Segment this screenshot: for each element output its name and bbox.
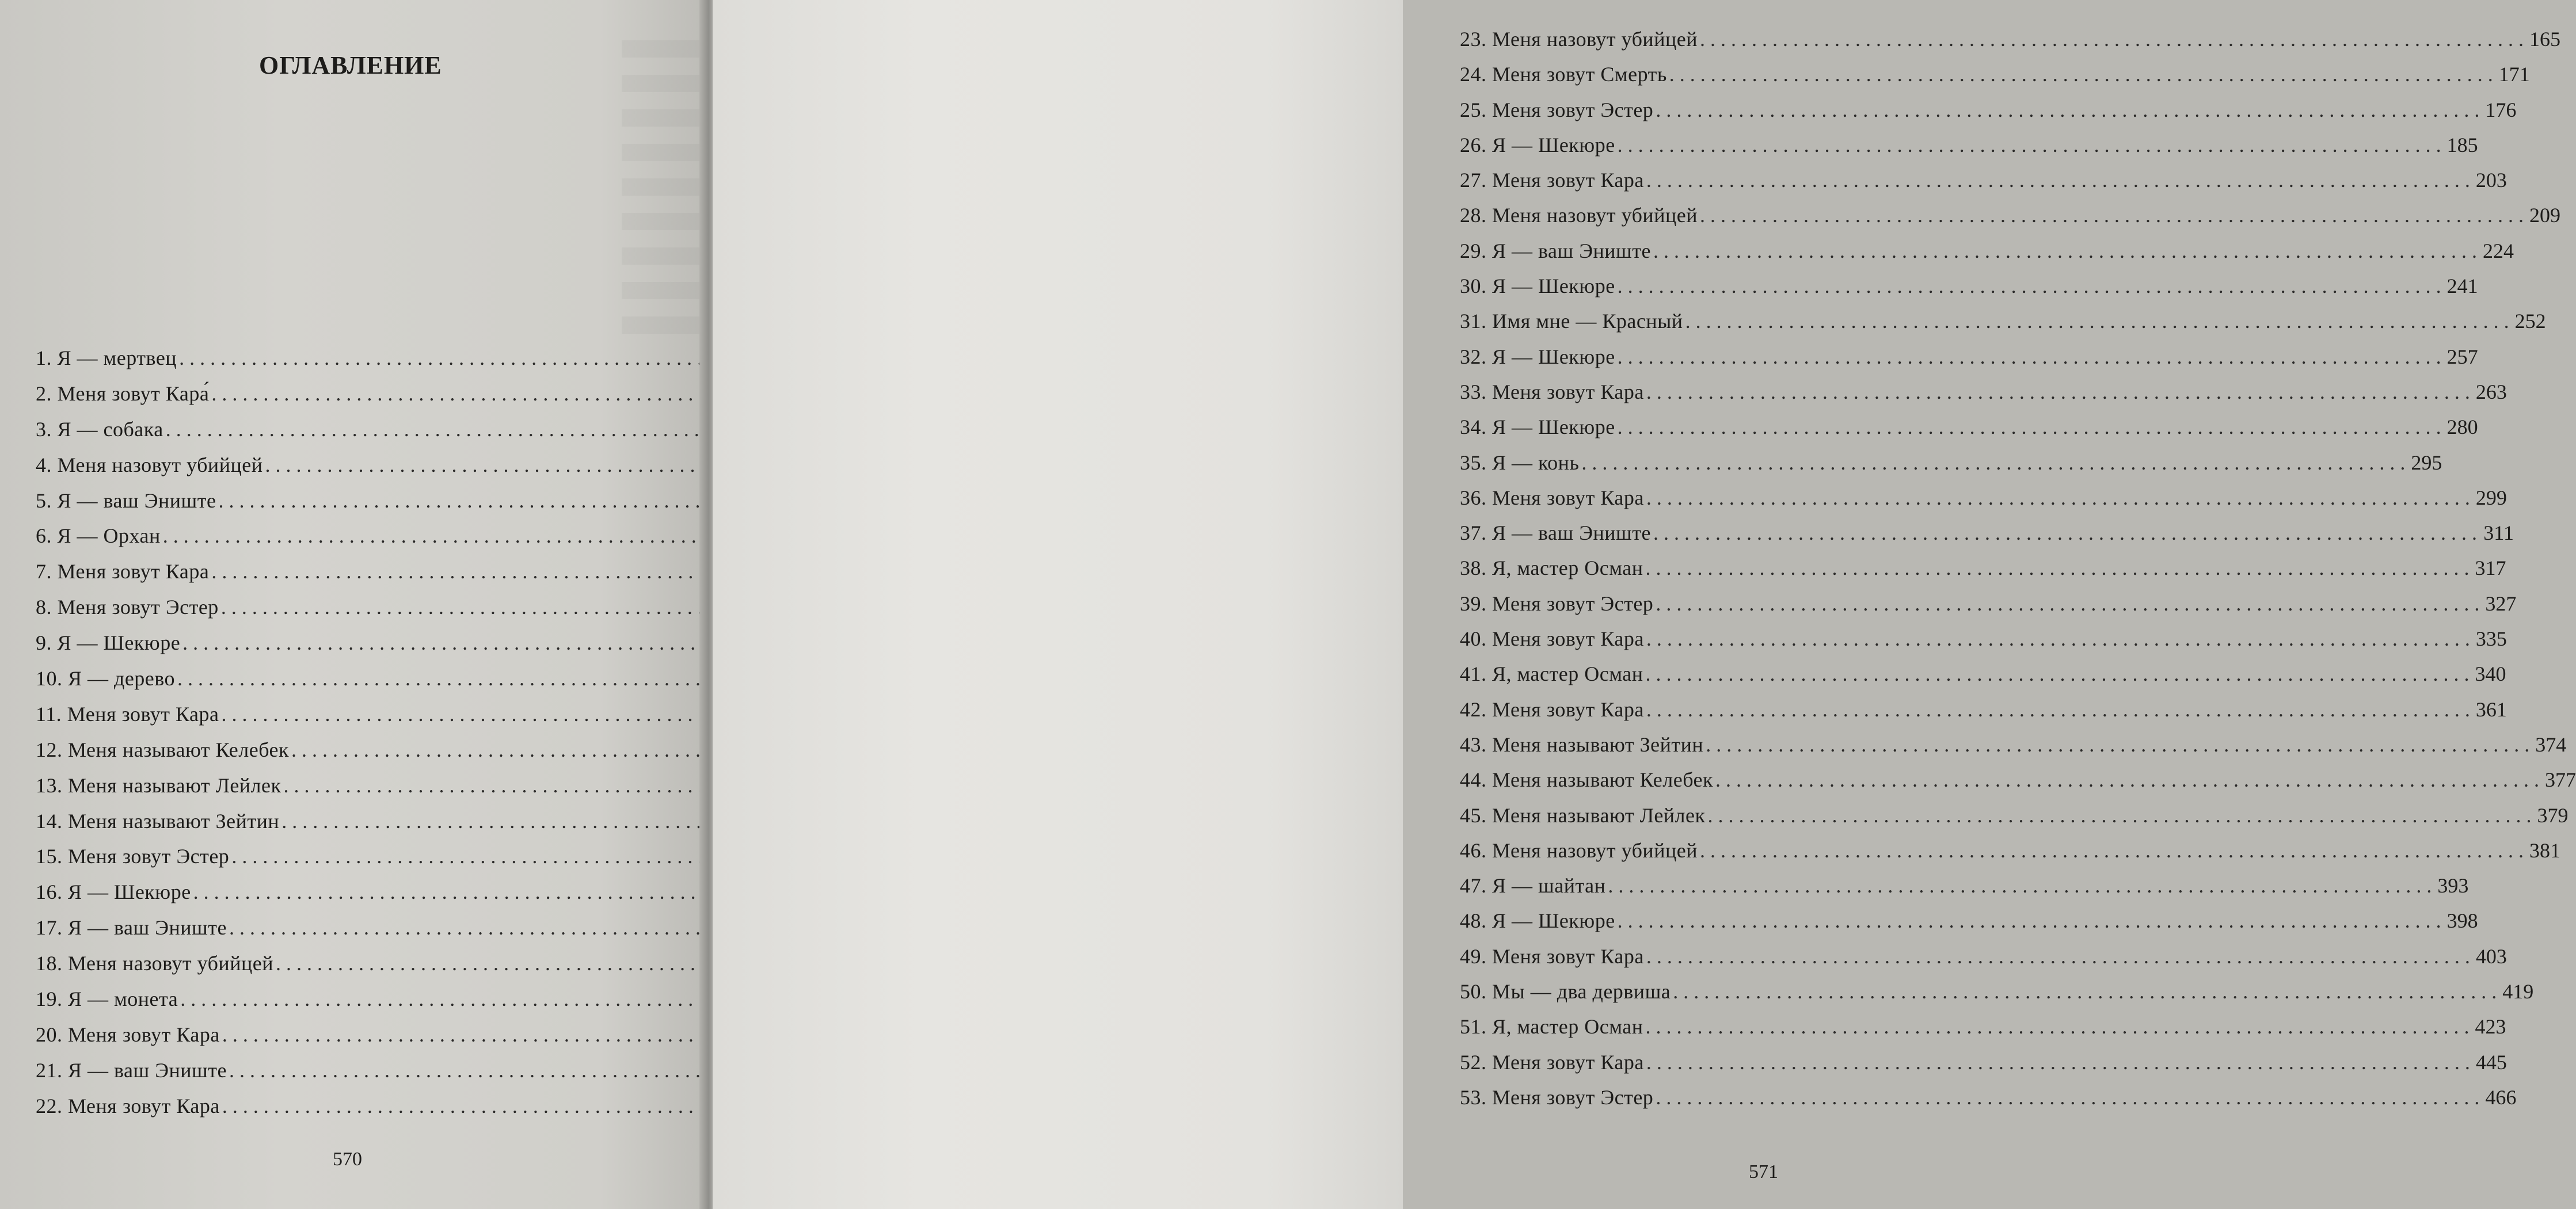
right-page [713, 0, 2576, 1209]
toc-entry-page: 445 [2475, 1050, 2507, 1074]
toc-entry-title: 16. Я — Шекюре [36, 880, 191, 904]
toc-entry [36, 419, 657, 455]
toc-entry-title: 50. Мы — два дервиша [1460, 980, 1671, 1004]
dot-leader [1646, 1052, 2470, 1073]
toc-entry-title: 25. Меня зовут Эстер [1460, 98, 1654, 121]
toc-entry [1460, 556, 2506, 593]
dot-leader [1685, 311, 2509, 331]
toc-entry-title: 41. Я, мастер Осман [1460, 662, 1643, 686]
toc-entry-title: 42. Меня зовут Кара [1460, 697, 1644, 721]
toc-entry-page: 257 [2446, 345, 2478, 368]
dot-leader [1715, 769, 2539, 790]
toc-entry-title: 45. Меня называют Лейлек [1460, 803, 1706, 827]
dot-leader [1653, 241, 2477, 261]
dot-leader [1646, 382, 2470, 402]
toc-entry [1460, 1050, 2507, 1087]
toc-entry-title: 8. Меня зовут Эстер [36, 596, 219, 619]
toc-entry [1460, 310, 2546, 346]
toc-entry-title: 40. Меня зовут Кара [1460, 627, 1644, 651]
toc-entry-title: 49. Меня зовут Кара [1460, 944, 1644, 968]
toc-entry-page: 171 [2498, 63, 2530, 86]
page-number-left: 570 [333, 1149, 362, 1170]
toc-entry [36, 525, 657, 561]
toc-entry-title: 52. Меня зовут Кара [1460, 1050, 1644, 1074]
toc-entry [36, 846, 657, 882]
toc-entry-page: 381 [2529, 838, 2560, 862]
toc-entry-page: 403 [2475, 944, 2507, 968]
toc-entry [36, 561, 657, 597]
dot-leader [1645, 558, 2469, 578]
toc-entry-title: 28. Меня назовут убийцей [1460, 204, 1698, 227]
toc-entry-page: 311 [2483, 521, 2514, 545]
dot-leader [1656, 1087, 2479, 1108]
dot-leader [1700, 840, 2524, 861]
dot-leader [1581, 452, 2405, 473]
dot-leader [1618, 417, 2441, 437]
toc-entry [1460, 415, 2478, 452]
dot-leader [1618, 135, 2441, 155]
toc-entry [36, 1096, 657, 1131]
toc-entry-page: 327 [2485, 592, 2517, 615]
toc-entry-title: 27. Меня зовут Кара [1460, 169, 1644, 192]
toc-entry [1460, 733, 2567, 769]
table-of-contents-right [1460, 28, 2576, 1122]
dot-leader [1618, 910, 2441, 931]
toc-entry [36, 383, 657, 419]
dot-leader [1673, 981, 2497, 1002]
toc-entry [1460, 909, 2478, 945]
toc-entry-page: 299 [2475, 486, 2507, 509]
toc-entry-title: 34. Я — Шекюре [1460, 415, 1615, 439]
toc-entry [1460, 944, 2507, 981]
toc-entry-title: 17. Я — ваш Эниште [36, 916, 227, 940]
toc-entry-title: 23. Меня назовут убийцей [1460, 28, 1698, 51]
toc-entry [1460, 63, 2530, 99]
toc-entry-page: 379 [2537, 803, 2569, 827]
toc-entry [36, 882, 657, 917]
toc-entry [36, 1060, 657, 1096]
toc-entry [1460, 803, 2569, 840]
toc-entry-title: 7. Меня зовут Кара [36, 560, 210, 583]
toc-entry-title: 10. Я — дерево [36, 667, 176, 691]
toc-entry-page: 466 [2485, 1085, 2517, 1109]
toc-entry-title: 24. Меня зовут Смерть [1460, 63, 1667, 86]
toc-entry-title: 2. Меня зовут Кара́ [36, 382, 210, 405]
toc-entry [36, 917, 657, 953]
toc-entry-page: 185 [2446, 133, 2478, 157]
toc-entry [36, 775, 657, 811]
toc-entry-title: 14. Меня называют Зейтин [36, 809, 280, 833]
toc-entry-title: 47. Я — шайтан [1460, 874, 1606, 898]
toc-entry [1460, 1085, 2517, 1122]
toc-entry-title: 5. Я — ваш Эниште [36, 489, 216, 512]
toc-entry [1460, 874, 2469, 910]
toc-entry-title: 26. Я — Шекюре [1460, 133, 1615, 157]
toc-entry-title: 43. Меня называют Зейтин [1460, 733, 1704, 756]
toc-entry-page: 361 [2475, 697, 2507, 721]
toc-entry [36, 348, 657, 383]
toc-entry [36, 811, 657, 846]
toc-entry [1460, 521, 2514, 558]
dot-leader [1608, 875, 2432, 896]
toc-entry-title: 1. Я — мертвец [36, 346, 177, 369]
toc-entry [36, 953, 657, 989]
dot-leader [1653, 522, 2477, 543]
toc-entry [1460, 592, 2517, 628]
toc-entry-title: 35. Я — конь [1460, 451, 1580, 474]
toc-entry-title: 46. Меня назовут убийцей [1460, 838, 1698, 862]
table-of-contents-left [36, 348, 657, 1131]
toc-entry-title: 32. Я — Шекюре [1460, 345, 1615, 368]
toc-entry [1460, 28, 2560, 64]
toc-entry-title: 15. Меня зовут Эстер [36, 845, 230, 868]
dot-leader [1646, 170, 2470, 190]
dot-leader [1646, 946, 2470, 967]
toc-entry [1460, 486, 2507, 522]
toc-entry-title: 39. Меня зовут Эстер [1460, 592, 1654, 615]
toc-entry-page: 203 [2475, 169, 2507, 192]
page-number-right: 571 [1749, 1161, 1778, 1183]
toc-entry-title: 53. Меня зовут Эстер [1460, 1085, 1654, 1109]
toc-entry [36, 490, 657, 526]
dot-leader [1669, 64, 2493, 85]
toc-entry [1460, 380, 2507, 417]
toc-entry-title: 22. Меня зовут Кара [36, 1094, 220, 1118]
toc-entry-page: 209 [2529, 204, 2560, 227]
dot-leader [1656, 100, 2479, 120]
toc-entry-page: 165 [2529, 28, 2560, 51]
toc-entry [36, 632, 657, 668]
toc-entry-page: 374 [2535, 733, 2567, 756]
toc-entry [36, 704, 657, 739]
toc-entry-title: 11. Меня зовут Кара [36, 702, 219, 726]
toc-entry [1460, 1015, 2506, 1051]
toc-entry-title: 3. Я — собака [36, 417, 163, 441]
toc-entry-title: 29. Я — ваш Эниште [1460, 239, 1651, 262]
toc-entry-title: 20. Меня зовут Кара [36, 1023, 220, 1046]
toc-entry-title: 19. Я — монета [36, 987, 178, 1011]
toc-entry-title: 33. Меня зовут Кара [1460, 380, 1644, 403]
toc-entry-title: 9. Я — Шекюре [36, 631, 181, 655]
left-page [0, 0, 705, 1209]
toc-entry [1460, 980, 2534, 1016]
toc-entry [1460, 451, 2442, 487]
toc-entry [36, 668, 657, 704]
toc-entry-title: 48. Я — Шекюре [1460, 909, 1615, 933]
toc-entry [36, 455, 657, 490]
toc-entry-title: 30. Я — Шекюре [1460, 274, 1615, 298]
dot-leader [1618, 346, 2441, 367]
toc-entry-title: 12. Меня называют Келебек [36, 738, 290, 761]
toc-entry [1460, 169, 2507, 205]
toc-entry-title: 21. Я — ваш Эниште [36, 1058, 227, 1082]
toc-entry [1460, 662, 2506, 699]
toc-entry-title: 36. Меня зовут Кара [1460, 486, 1644, 509]
toc-entry [36, 597, 657, 632]
toc-entry [1460, 98, 2517, 135]
page-title: ОГЛАВЛЕНИЕ [259, 51, 442, 79]
toc-entry [36, 989, 657, 1024]
toc-entry-page: 280 [2446, 415, 2478, 439]
toc-entry-page: 340 [2475, 662, 2506, 686]
toc-entry-page: 419 [2502, 980, 2534, 1004]
toc-entry-page: 423 [2475, 1015, 2506, 1039]
toc-entry-page: 241 [2446, 274, 2478, 298]
toc-entry [1460, 627, 2507, 663]
toc-entry-page: 263 [2475, 380, 2507, 403]
toc-entry [36, 739, 657, 775]
dot-leader [1700, 205, 2524, 226]
toc-entry-title: 51. Я, мастер Осман [1460, 1015, 1643, 1039]
toc-entry [1460, 204, 2560, 240]
toc-entry [1460, 345, 2478, 382]
dot-leader [1646, 699, 2470, 720]
toc-entry-page: 398 [2446, 909, 2478, 933]
toc-entry-title: 18. Меня назовут убийцей [36, 952, 273, 975]
toc-entry-page: 377 [2545, 768, 2576, 792]
toc-entry-title: 37. Я — ваш Эниште [1460, 521, 1651, 545]
toc-entry [1460, 274, 2478, 311]
dot-leader [1646, 628, 2470, 649]
toc-entry-page: 317 [2475, 556, 2506, 580]
dot-leader [1706, 734, 2529, 755]
dot-leader [1646, 487, 2470, 508]
toc-entry-page: 224 [2482, 239, 2514, 262]
toc-entry-title: 38. Я, мастер Осман [1460, 556, 1643, 580]
toc-entry [1460, 133, 2478, 170]
toc-entry [1460, 838, 2560, 875]
toc-entry [1460, 697, 2507, 734]
toc-entry-title: 13. Меня называют Лейлек [36, 773, 281, 797]
dot-leader [1700, 29, 2524, 49]
toc-entry-page: 252 [2514, 310, 2546, 333]
dot-leader [1618, 276, 2441, 296]
toc-entry-page: 295 [2411, 451, 2442, 474]
toc-entry-title: 6. Я — Орхан [36, 524, 161, 548]
toc-entry-page: 335 [2475, 627, 2507, 651]
toc-entry [1460, 768, 2576, 804]
toc-entry [1460, 239, 2514, 276]
toc-entry [36, 1024, 657, 1060]
dot-leader [1645, 663, 2469, 684]
dot-leader [1708, 805, 2532, 826]
toc-entry-page: 176 [2485, 98, 2517, 121]
dot-leader [1656, 593, 2479, 614]
toc-entry-page: 393 [2437, 874, 2469, 898]
toc-entry-title: 44. Меня называют Келебек [1460, 768, 1714, 792]
toc-entry-title: 31. Имя мне — Красный [1460, 310, 1683, 333]
toc-entry-title: 4. Меня назовут убийцей [36, 453, 263, 476]
dot-leader [1645, 1016, 2469, 1037]
